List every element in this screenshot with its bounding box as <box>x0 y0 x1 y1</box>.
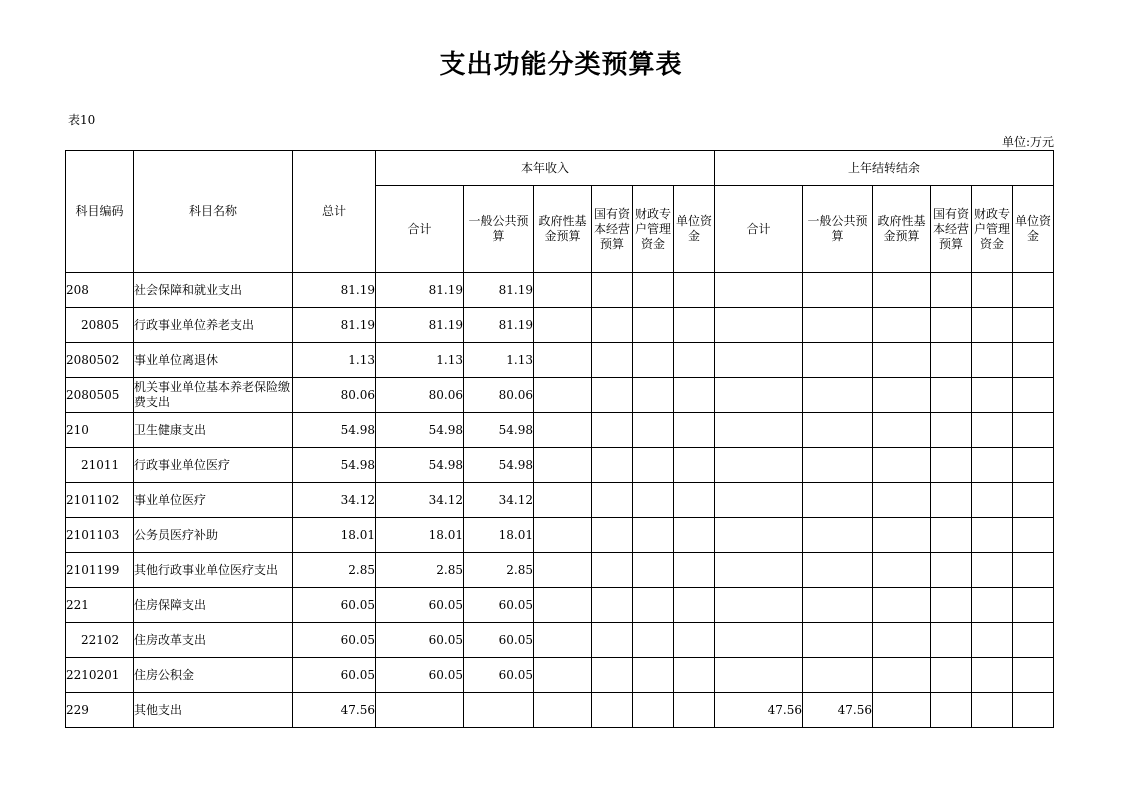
table-row <box>66 588 1054 623</box>
row-name: 行政事业单位养老支出 <box>134 308 293 343</box>
row-name: 社会保障和就业支出 <box>134 273 293 308</box>
table-row <box>66 308 1054 343</box>
row-co-total <box>715 658 803 693</box>
table-row <box>66 273 1054 308</box>
header-name: 科目名称 <box>134 151 293 273</box>
row-total: 60.05 <box>293 588 376 623</box>
row-cy-total <box>376 693 464 728</box>
row-co-general <box>803 413 873 448</box>
table-row <box>66 378 1054 413</box>
row-co-general <box>803 483 873 518</box>
header-co-total: 合计 <box>715 186 803 273</box>
row-co-general <box>803 518 873 553</box>
row-code: 210 <box>66 413 134 448</box>
table-row <box>66 623 1054 658</box>
row-co-general <box>803 343 873 378</box>
header-total: 总计 <box>293 151 376 273</box>
row-code: 2101103 <box>66 518 134 553</box>
table-row <box>66 483 1054 518</box>
row-co-general <box>803 658 873 693</box>
row-co-general <box>803 308 873 343</box>
row-total: 1.13 <box>293 343 376 378</box>
row-cy-total: 1.13 <box>376 343 464 378</box>
row-total: 60.05 <box>293 623 376 658</box>
row-total: 34.12 <box>293 483 376 518</box>
header-co-unit-funds: 单位资金 <box>1013 186 1054 273</box>
row-co-total <box>715 483 803 518</box>
header-carry-over: 上年结转结余 <box>715 151 1054 186</box>
row-cy-total: 60.05 <box>376 588 464 623</box>
row-code: 21011 <box>66 448 134 483</box>
page-title: 支出功能分类预算表 <box>439 50 683 80</box>
row-cy-general: 2.85 <box>464 553 534 588</box>
table-row <box>66 658 1054 693</box>
row-co-total <box>715 553 803 588</box>
row-code: 221 <box>66 588 134 623</box>
row-cy-general: 54.98 <box>464 413 534 448</box>
row-co-total <box>715 378 803 413</box>
row-cy-general: 81.19 <box>464 308 534 343</box>
row-code: 208 <box>66 273 134 308</box>
row-total: 81.19 <box>293 308 376 343</box>
row-name: 其他行政事业单位医疗支出 <box>134 553 293 588</box>
row-cy-total: 60.05 <box>376 623 464 658</box>
table-row <box>66 693 1054 728</box>
row-name: 住房保障支出 <box>134 588 293 623</box>
row-cy-general: 18.01 <box>464 518 534 553</box>
row-co-total <box>715 448 803 483</box>
row-cy-general <box>464 693 534 728</box>
header-cy-special-account: 财政专户管理资金 <box>633 186 674 273</box>
row-co-total <box>715 588 803 623</box>
row-name: 机关事业单位基本养老保险缴费支出 <box>134 378 293 413</box>
header-co-general: 一般公共预算 <box>803 186 873 273</box>
table-row <box>66 553 1054 588</box>
row-cy-total: 60.05 <box>376 658 464 693</box>
row-code: 20805 <box>66 308 134 343</box>
row-cy-general: 60.05 <box>464 588 534 623</box>
row-name: 住房改革支出 <box>134 623 293 658</box>
row-code: 229 <box>66 693 134 728</box>
table-row <box>66 343 1054 378</box>
row-name: 卫生健康支出 <box>134 413 293 448</box>
row-total: 60.05 <box>293 658 376 693</box>
row-co-general <box>803 273 873 308</box>
row-code: 2210201 <box>66 658 134 693</box>
row-co-general <box>803 448 873 483</box>
row-name: 事业单位离退休 <box>134 343 293 378</box>
row-code: 2101199 <box>66 553 134 588</box>
row-cy-total: 81.19 <box>376 273 464 308</box>
header-code: 科目编码 <box>66 151 134 273</box>
row-total: 54.98 <box>293 413 376 448</box>
row-cy-general: 1.13 <box>464 343 534 378</box>
header-co-special-account: 财政专户管理资金 <box>972 186 1013 273</box>
row-code: 2101102 <box>66 483 134 518</box>
row-total: 2.85 <box>293 553 376 588</box>
row-total: 54.98 <box>293 448 376 483</box>
table-number: 表10 <box>68 113 96 127</box>
row-cy-total: 80.06 <box>376 378 464 413</box>
row-total: 18.01 <box>293 518 376 553</box>
row-co-general <box>803 623 873 658</box>
row-total: 47.56 <box>293 693 376 728</box>
row-cy-general: 34.12 <box>464 483 534 518</box>
row-name: 公务员医疗补助 <box>134 518 293 553</box>
header-cy-unit-funds: 单位资金 <box>674 186 715 273</box>
row-co-general <box>803 588 873 623</box>
row-cy-total: 54.98 <box>376 448 464 483</box>
row-cy-general: 54.98 <box>464 448 534 483</box>
row-name: 其他支出 <box>134 693 293 728</box>
header-cy-general: 一般公共预算 <box>464 186 534 273</box>
row-code: 2080502 <box>66 343 134 378</box>
row-name: 行政事业单位医疗 <box>134 448 293 483</box>
row-cy-general: 60.05 <box>464 623 534 658</box>
row-cy-total: 81.19 <box>376 308 464 343</box>
row-name: 事业单位医疗 <box>134 483 293 518</box>
row-total: 81.19 <box>293 273 376 308</box>
row-co-total <box>715 308 803 343</box>
row-co-total: 47.56 <box>715 693 803 728</box>
header-cy-fund: 政府性基金预算 <box>534 186 592 273</box>
table-row <box>66 413 1054 448</box>
row-cy-general: 80.06 <box>464 378 534 413</box>
header-co-state-capital: 国有资本经营预算 <box>931 186 972 273</box>
row-code: 22102 <box>66 623 134 658</box>
row-co-total <box>715 343 803 378</box>
row-co-general <box>803 378 873 413</box>
row-cy-total: 2.85 <box>376 553 464 588</box>
header-co-fund: 政府性基金预算 <box>873 186 931 273</box>
row-cy-general: 81.19 <box>464 273 534 308</box>
row-co-total <box>715 518 803 553</box>
header-cy-state-capital: 国有资本经营预算 <box>592 186 633 273</box>
row-cy-general: 60.05 <box>464 658 534 693</box>
table-row <box>66 448 1054 483</box>
row-cy-total: 34.12 <box>376 483 464 518</box>
row-co-general <box>803 553 873 588</box>
budget-table <box>65 150 1054 728</box>
row-code: 2080505 <box>66 378 134 413</box>
table-row <box>66 518 1054 553</box>
row-name: 住房公积金 <box>134 658 293 693</box>
header-cy-total: 合计 <box>376 186 464 273</box>
row-co-total <box>715 623 803 658</box>
row-co-total <box>715 273 803 308</box>
row-cy-total: 54.98 <box>376 413 464 448</box>
unit-label: 单位:万元 <box>1001 135 1054 149</box>
row-cy-total: 18.01 <box>376 518 464 553</box>
row-total: 80.06 <box>293 378 376 413</box>
header-current-year: 本年收入 <box>376 151 715 186</box>
row-co-total <box>715 413 803 448</box>
row-co-general: 47.56 <box>803 693 873 728</box>
